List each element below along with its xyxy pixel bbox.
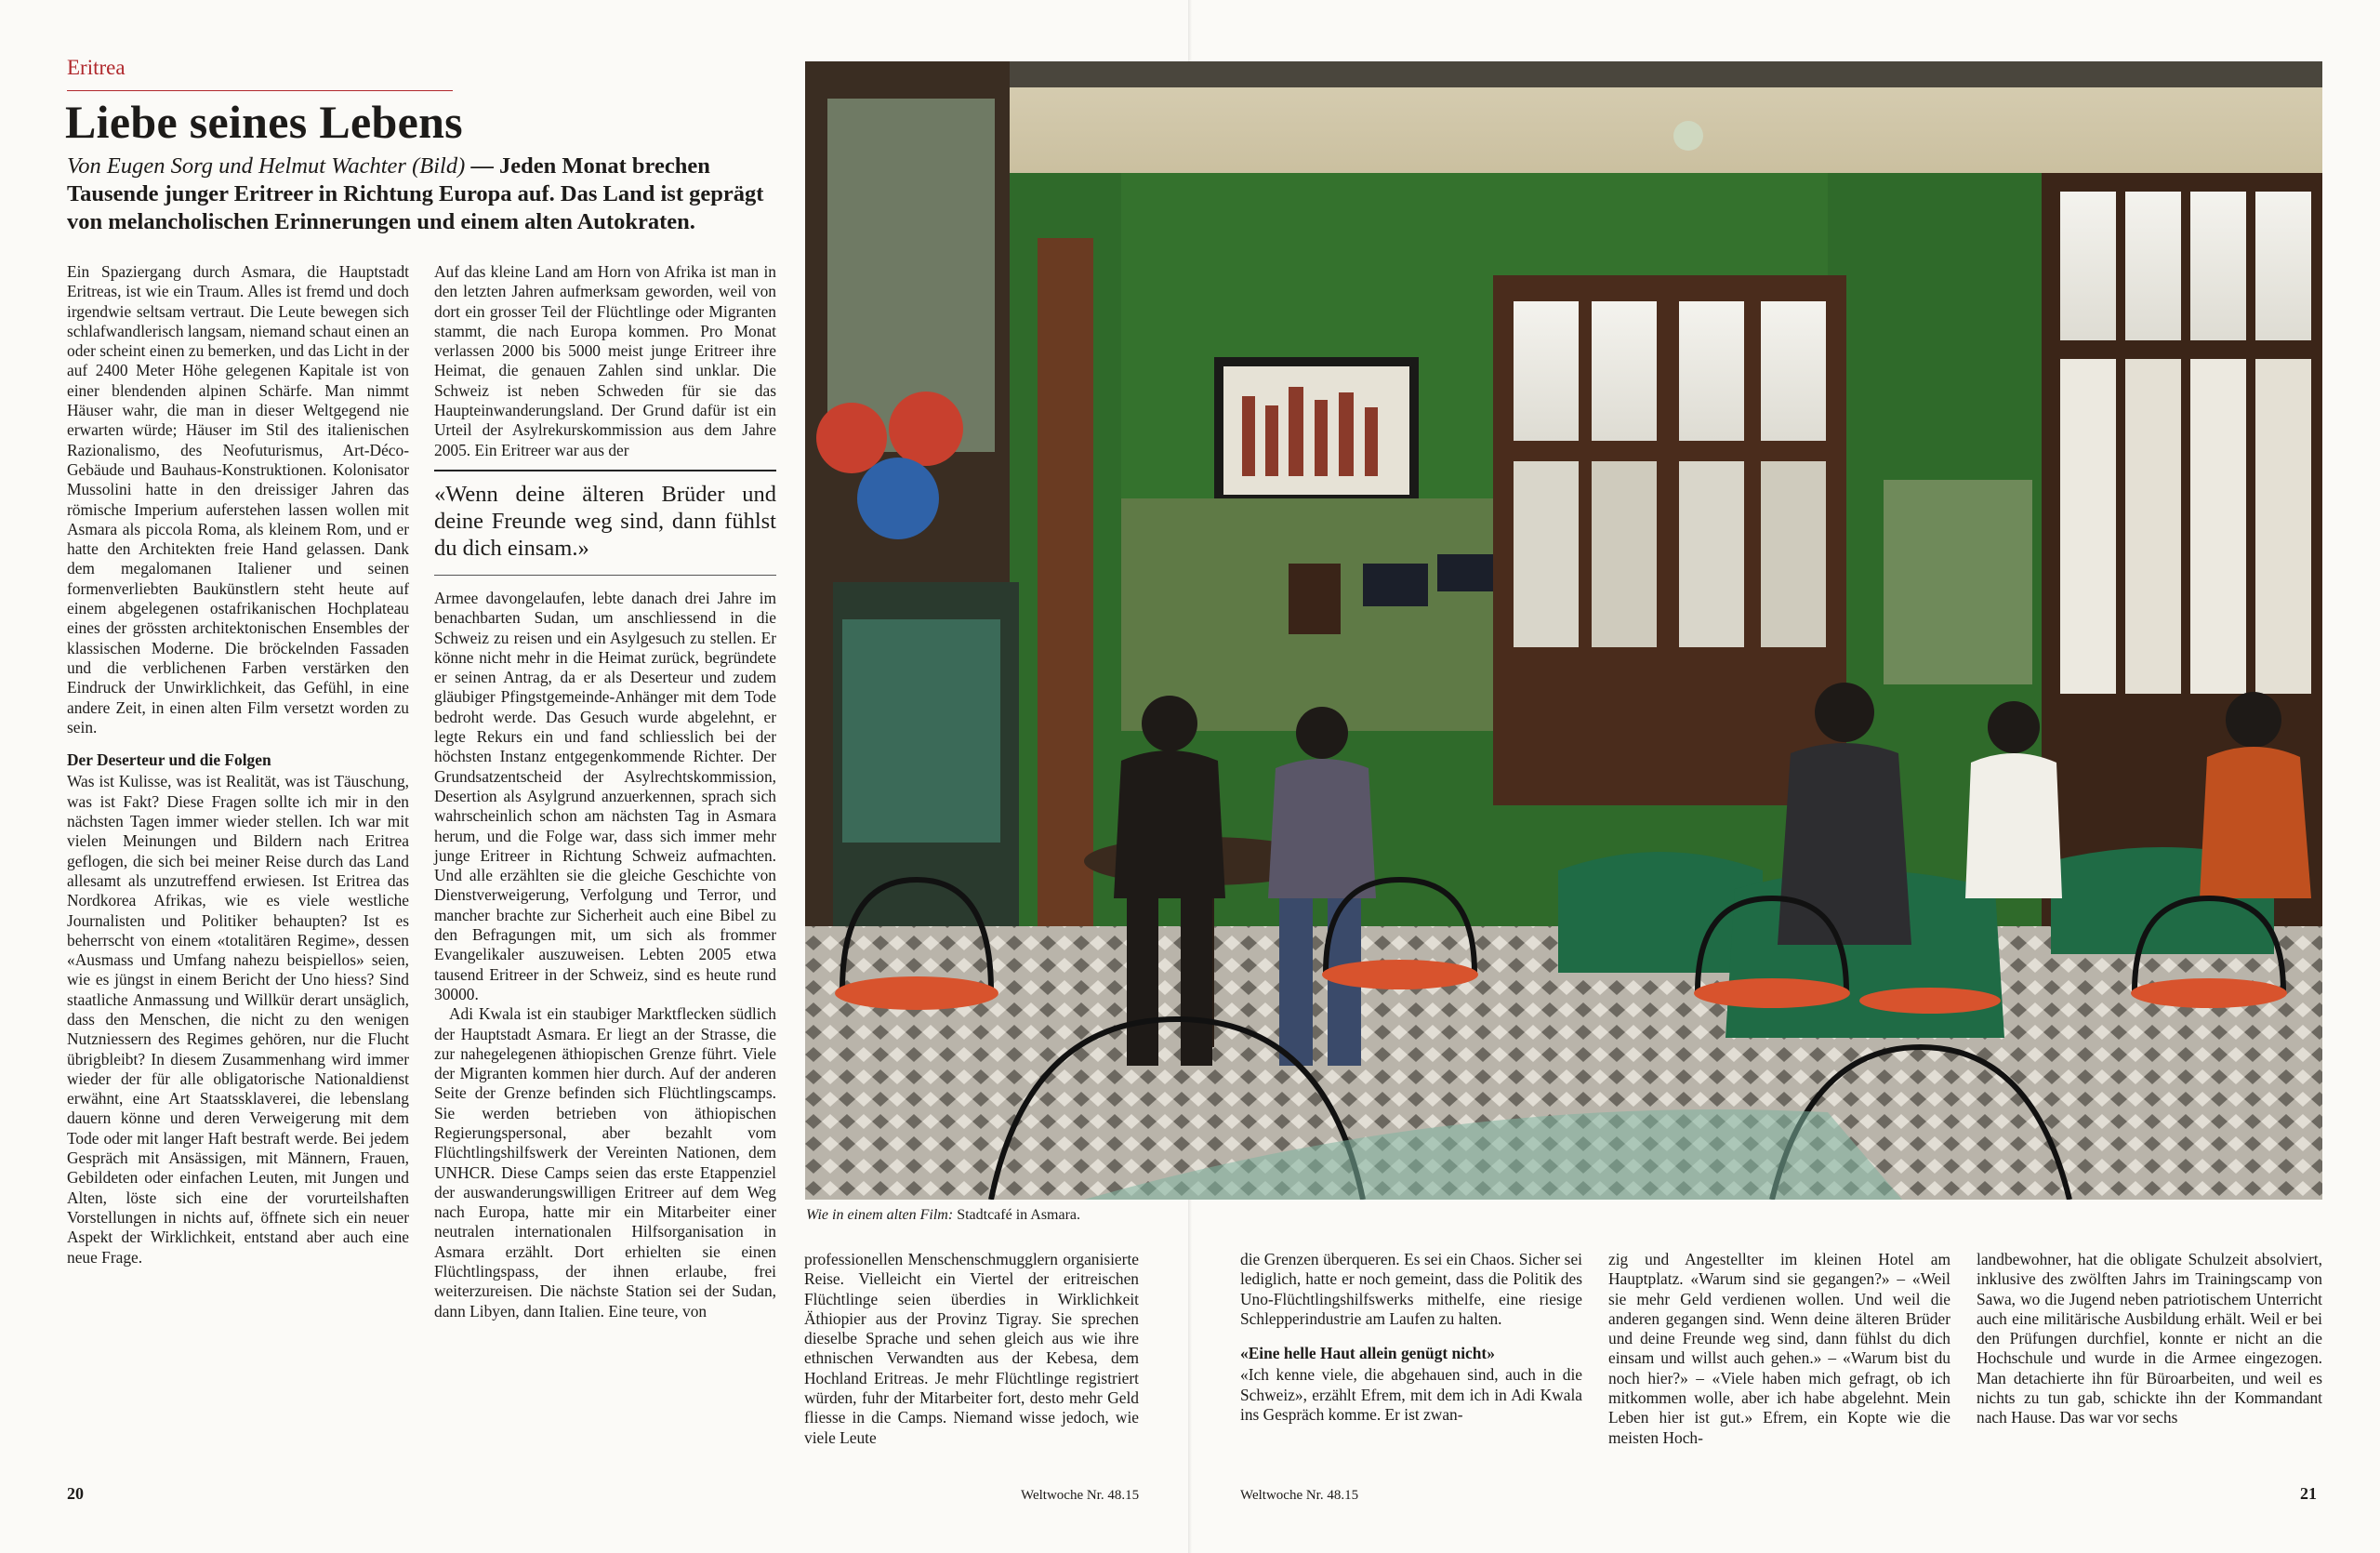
page-number-left: 20 [67, 1484, 84, 1503]
paragraph: Was ist Kulisse, was ist Realität, was ist Täuschung, was ist Fakt? Diese Fragen sollte ich mir in den nächsten Tagen immer wieder stellen. Ich war mit vielen Meinungen und Bildern nach Eritrea geflogen, die sich bei meiner Reise durch das Land allesamt als unzutreffend erwiesen. Ist Eritrea das Nordkorea Afrikas, wie es viele westliche Journalisten und Politiker behaupten? Ist es beherrscht von einem «totalitären Regime», dessen «Ausmass und Umfang nahezu beispiellos» seien, wie es jüngst in einem Bericht der Uno hiess? Sind staatliche Anmassung und Willkür derart unsäglich, dass den Menschen, die nicht zu den wenigen Nutzniessern des Regimes gehören, nur die Flucht übrigbleibt? In diesem Zusammenhang wird immer wieder der für alle obligatorische Nationaldienst erwähnt, eine Art Staatssklaverei, die lebenslang dauern könne und deren Verweigerung mit dem Tode oder mit langer Haft bestraft werde. Bei jedem Gespräch mit Ansässigen, mit Männern, Frauen, Gebildeten oder einfachen Leuten, mit Jungen und Alten, löste sich eine der vorurteilshaften Vorstellungen in nichts auf, öffnete sich ein neuer Aspekt der Wirklichkeit, entstand aber auch eine neue Frage. [67, 772, 409, 1267]
cafe-photograph [805, 61, 2322, 1200]
text-column-4 [1240, 1250, 1582, 1425]
text-column-6 [1977, 1250, 2322, 1428]
lead-dash: — [465, 153, 499, 179]
photo-caption [806, 1207, 1080, 1224]
caption-label: Wie in einem alten Film: [806, 1207, 954, 1223]
caption-text: Stadtcafé in Asmara. [953, 1207, 1081, 1223]
byline: Von Eugen Sorg und Helmut Wachter (Bild) [67, 153, 466, 179]
paragraph: Auf das kleine Land am Horn von Afrika ist man in den letzten Jahren aufmerksam geworden, weil von dort ein grosser Teil der Flüchtlinge oder Migranten stammt, die nach Europa kommen. Pro Monat verlassen 2000 bis 5000 meist junge Eritreer ihre Heimat, die genauen Zahlen sind unklar. Die Schweiz ist neben Schweden für sie das Haupteinwanderungsland. Der Grund dafür ist ein Urteil der Asylrekurskommission aus dem Jahre 2005. Ein Eritreer war aus der [434, 262, 776, 459]
magazine-issue-right: Weltwoche Nr. 48.15 [1240, 1488, 1359, 1503]
text-column-3 [804, 1250, 1139, 1448]
paragraph: landbewohner, hat die obligate Schulzeit absolviert, inklusive des zwölften Jahrs im Trainingscamp von Sawa, wo die Jugend neben patriotischem Unterricht auch eine militärische Ausbildung erhält. Weil er bei den Prüfungen durchfiel, konnte er nicht an die Hochschule und wurde in die Armee eingezogen. Man detachierte ihn für Büroarbeiten, und weil es nichts zu tun gab, schickte ihn der Kommandant nach Hause. Das war vor sechs [1977, 1250, 2322, 1427]
paragraph: Ein Spaziergang durch Asmara, die Hauptstadt Eritreas, ist wie ein Traum. Alles ist fremd und doch irgendwie seltsam vertraut. Die Leute bewegen sich schlafwandlerisch langsam, niemand schaut einen an oder scheint einen zu bemerken, und das Licht in der auf 2400 Meter Höhe gelegenen Kapitale ist von einer blendenden alpinen Schärfe. Man nimmt Häuser wahr, die man in dieser Weltgegend nie erwarten würde; Häuser im Stil des italienischen Razionalismo, des Neofuturismus, Art-Déco-Gebäude und Bauhaus-Konstruktionen. Kolonisator Mussolini hatte in den dreissiger Jahren das römische Imperium auferstehen lassen wollen mit Asmara als piccola Roma, als kleinem Rom, und er hatte den Architekten freie Hand gelassen. Dank dem megalomanen Italiener und seinen formenverliebten Baukünstlern steht heute auf einem abgelegenen ostafrikanischen Hochplateau eines der grössten architektonischen Ensembles der klassischen Moderne. Die bröckelnden Fassaden und die verblichenen Farben verstärken den Eindruck der Unwirklichkeit, das Gefühl, in eine andere Zeit, in einen alten Film versetzt worden zu sein. [67, 262, 409, 737]
lead-text: Jeden Monat brechen Tausende junger Eritreer in Richtung Europa auf. Das Land ist geprägt von melancholischen Erinnerungen und einem alten Autokraten. [67, 153, 764, 234]
cafe-scene-illustration [805, 61, 2322, 1200]
section-rule [67, 90, 453, 91]
page-number-right: 21 [2300, 1484, 2317, 1503]
text-column-2 [434, 262, 776, 1321]
paragraph: zig und Angestellter im kleinen Hotel am Hauptplatz. «Warum sind sie gegangen?» – «Weil sie mehr Geld verdienen wollen. Und weil die anderen gegangen sind. Wenn deine älteren Brüder und deine Freunde weg sind, dann fühlst du dich einsam und willst auch gehen.» – «Warum bist du noch hier?» – «Viele haben mich gefragt, ob ich mitkommen wolle, aber ich habe abgelehnt. Mein Leben hier ist gut.» Efrem, ein Kopte wie die meisten Hoch- [1608, 1250, 1950, 1447]
paragraph: professionellen Menschenschmugglern organisierte Reise. Vielleicht ein Viertel der eritreischen Flüchtlinge seien überdies in Wirklichkeit Äthiopier aus der Provinz Tigray. Sie sprechen dieselbe Sprache und sehen gleich aus wie ihre ethnischen Verwandten aus der Kebesa, dem Hochland Eritreas. Je mehr Flüchtlinge registriert würden, fuhr der Mitarbeiter fort, desto mehr Geld fliesse in die Camps. Niemand wisse jedoch, wie viele Leute [804, 1250, 1139, 1447]
paragraph: die Grenzen überqueren. Es sei ein Chaos. Sicher sei lediglich, hatte er noch gemeint, dass die Politik des Uno-Flüchtlingshilfswerks mithelfe, eine riesige Schlepperindustrie am Laufen zu halten. [1240, 1250, 1582, 1328]
subheading: Der Deserteur und die Folgen [67, 750, 271, 770]
magazine-issue-left: Weltwoche Nr. 48.15 [1021, 1488, 1140, 1503]
article-lead [67, 153, 774, 236]
paragraph: Adi Kwala ist ein staubiger Marktflecken südlich der Hauptstadt Asmara. Er liegt an der Strasse, die zur nahegelegenen äthiopischen Grenze führt. Viele der Migranten kommen hier durch. Auf der anderen Seite der Grenze befinden sich Flüchtlingscamps. Sie werden betrieben von äthiopischen Regierungspersonal, aber bezahlt vom Flüchtlingshilfswerk der Vereinten Nationen, dem UNHCR. Diese Camps seien das erste Etappenziel der auswanderungswilligen Eritreer auf dem Weg nach Europa, hatte mir ein Mitarbeiter einer neutralen internationalen Hilfsorganisation in Asmara erzählt. Dort erhielten sie einen Flüchtlingspass, der ihnen erlaube, frei weiterzureisen. Die nächste Station sei der Sudan, dann Libyen, dann Italien. Eine teure, von [434, 1004, 776, 1321]
paragraph: «Ich kenne viele, die abgehauen sind, auch in die Schweiz», erzählt Efrem, mit dem ich in Adi Kwala ins Gespräch komme. Er ist zwan- [1240, 1365, 1582, 1425]
paragraph: Armee davongelaufen, lebte danach drei Jahre im benachbarten Sudan, um anschliessend in die Schweiz zu reisen und ein Asylgesuch zu stellen. Er könne nicht mehr in die Heimat zurück, begründete er seinen Antrag, da er als Deserteur und zudem gläubiger Pfingstgemeinde-Anhänger mit dem Tode bedroht werde. Das Gesuch wurde abgelehnt, er legte Rekurs ein und fand schliesslich bei der höchsten Instanz entgegenkommende Richter. Der Grundsatzentscheid der Asylrechtskommission, Desertion als Asylgrund anzuerkennen, sprach sich wahrscheinlich schon am nächsten Tag in Asmara herum, und die Folge war, dass sich immer mehr junge Eritreer in Richtung Schweiz aufmachten. Und alle erzählten sie die gleiche Geschichte von Dienstverweigerung, Verfolgung und Terror, und mancher brachte zur Sicherheit auch eine Bibel zu den Befragungen mit, um sich als frommer Evangelikaler auszuweisen. Lebten 2005 etwa tausend Eritreer in der Schweiz, sind es heute rund 30000. [434, 588, 776, 1003]
pull-quote: «Wenn deine älteren Brüder und deine Freunde weg sind, dann fühlst du dich einsam.» [434, 470, 776, 576]
section-label: Eritrea [67, 56, 126, 79]
subheading: «Eine helle Haut allein genügt nicht» [1240, 1344, 1495, 1363]
text-column-5 [1608, 1250, 1950, 1448]
article-headline: Liebe seines Lebens [65, 96, 463, 148]
text-column-1 [67, 262, 409, 1268]
